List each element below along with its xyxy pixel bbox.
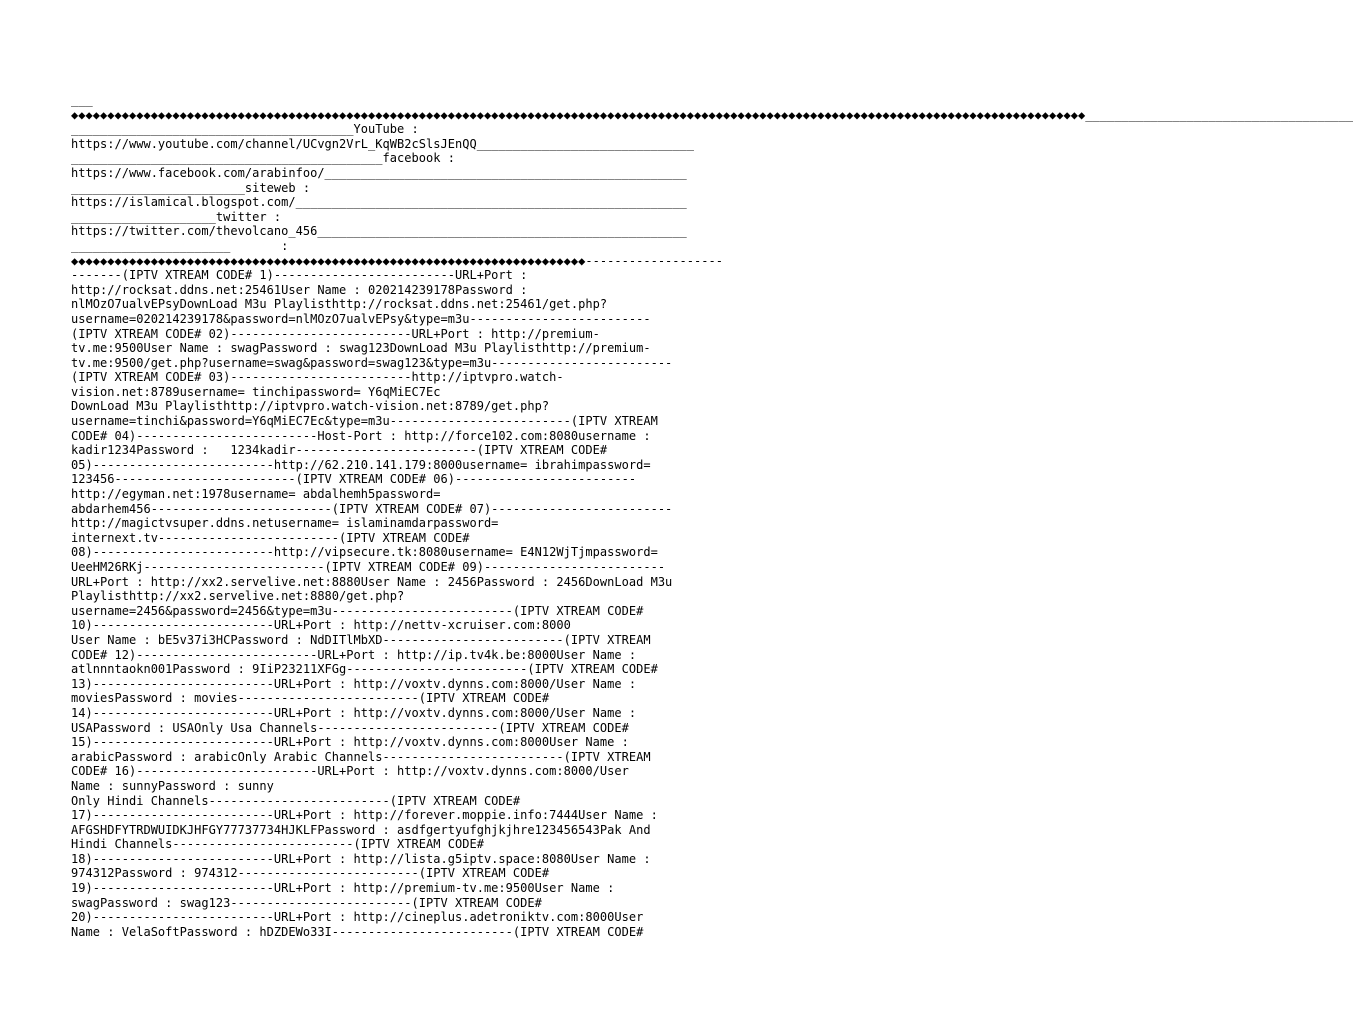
text-line: username=2456&password=2456&type=m3u-------------------------(IPTV XTREAM CODE# xyxy=(71,603,644,618)
text-line: 13)-------------------------URL+Port : http://voxtv.dynns.com:8000/User Name : xyxy=(71,676,637,691)
text-line: ___ xyxy=(71,93,93,107)
text-line: tv.me:9500/get.php?username=swag&password=swag123&type=m3u------------------------- xyxy=(71,355,673,370)
text-line: 18)-------------------------URL+Port : http://lista.g5iptv.space:8080User Name : xyxy=(71,851,651,866)
text-line: 19)-------------------------URL+Port : http://premium-tv.me:9500User Name : xyxy=(71,881,615,896)
text-line: https://islamical.blogspot.com/______________________________________________________ xyxy=(71,195,687,210)
text-line: tv.me:9500User Name : swagPassword : swag123DownLoad M3u Playlisthttp://premium- xyxy=(71,341,651,356)
text-line: nlMOzO7ualvEPsyDownLoad M3u Playlisthttp://rocksat.ddns.net:25461/get.php? xyxy=(71,297,608,312)
text-line: kadir1234Password : 1234kadir-------------------------(IPTV XTREAM CODE# xyxy=(71,443,608,458)
text-line: (IPTV XTREAM CODE# 02)-------------------------URL+Port : http://premium- xyxy=(71,326,600,341)
text-line: ______________________ : xyxy=(71,238,289,253)
text-line: _______________________________________YouTube : xyxy=(71,122,419,137)
text-line: 10)-------------------------URL+Port : http://nettv-xcruiser.com:8000 xyxy=(71,618,571,633)
text-line: ___________________________________________facebook : xyxy=(71,151,455,166)
text-line: URL+Port : http://xx2.servelive.net:8880User Name : 2456Password : 2456DownLoad M3u xyxy=(71,574,673,589)
text-line: 05)-------------------------http://62.210.141.179:8000username= ibrahimpassword= xyxy=(71,457,651,472)
text-line: CODE# 04)-------------------------Host-Port : http://force102.com:8080username : xyxy=(71,428,651,443)
text-line: -------(IPTV XTREAM CODE# 1)-------------------------URL+Port : xyxy=(71,268,528,283)
text-line: Name : sunnyPassword : sunny xyxy=(71,778,274,793)
text-line: atlnnntaokn001Password : 9IiP23211XFGg-------------------------(IPTV XTREAM CODE# xyxy=(71,662,658,677)
text-line: username=020214239178&password=nlMOzO7ualvEPsy&type=m3u------------------------- xyxy=(71,311,651,326)
text-line: 20)-------------------------URL+Port : http://cineplus.adetroniktv.com:8000User xyxy=(71,910,644,925)
text-line: User Name : bE5v37i3HCPassword : NdDITlMbXD-------------------------(IPTV XTREAM xyxy=(71,632,651,647)
text-line: internext.tv-------------------------(IPTV XTREAM CODE# xyxy=(71,530,470,545)
text-line: ________________________siteweb : xyxy=(71,180,311,195)
document-page xyxy=(71,93,1353,993)
text-line: 974312Password : 974312-------------------------(IPTV XTREAM CODE# xyxy=(71,866,550,881)
text-line: ◆◆◆◆◆◆◆◆◆◆◆◆◆◆◆◆◆◆◆◆◆◆◆◆◆◆◆◆◆◆◆◆◆◆◆◆◆◆◆◆◆◆◆◆◆◆◆◆◆◆◆◆◆◆◆◆◆◆◆◆◆◆◆◆◆◆◆◆◆◆◆------------------- xyxy=(71,253,724,268)
text-line: DownLoad M3u Playlisthttp://iptvpro.watch-vision.net:8789/get.php? xyxy=(71,399,550,414)
text-line: 17)-------------------------URL+Port : http://forever.moppie.info:7444User Name : xyxy=(71,808,658,823)
text-line: 14)-------------------------URL+Port : http://voxtv.dynns.com:8000/User Name : xyxy=(71,705,637,720)
text-line: CODE# 16)-------------------------URL+Port : http://voxtv.dynns.com:8000/User xyxy=(71,764,629,779)
text-line: (IPTV XTREAM CODE# 03)-------------------------http://iptvpro.watch- xyxy=(71,370,564,385)
text-line: CODE# 12)-------------------------URL+Port : http://ip.tv4k.be:8000User Name : xyxy=(71,647,637,662)
text-line: swagPassword : swag123-------------------------(IPTV XTREAM CODE# xyxy=(71,895,542,910)
text-line: 15)-------------------------URL+Port : http://voxtv.dynns.com:8000User Name : xyxy=(71,735,629,750)
text-line: abdarhem456-------------------------(IPTV XTREAM CODE# 07)------------------------- xyxy=(71,501,673,516)
text-line: vision.net:8789username= tinchipassword= Y6qMiEC7Ec xyxy=(71,384,441,399)
text-line: Name : VelaSoftPassword : hDZDEWo33I-------------------------(IPTV XTREAM CODE# xyxy=(71,924,644,939)
text-line: https://www.youtube.com/channel/UCvgn2VrL_KqWB2cSlsJEnQQ______________________________ xyxy=(71,136,695,151)
text-line: http://egyman.net:1978username= abdalhemh5password= xyxy=(71,487,441,502)
text-line: 08)-------------------------http://vipsecure.tk:8080username= E4N12WjTjmpassword= xyxy=(71,545,658,560)
text-line: http://magictvsuper.ddns.netusername= islaminamdarpassword= xyxy=(71,516,499,531)
text-line: 123456-------------------------(IPTV XTREAM CODE# 06)------------------------- xyxy=(71,472,637,487)
text-line: ____________________twitter : xyxy=(71,209,282,224)
text-line: Only Hindi Channels-------------------------(IPTV XTREAM CODE# xyxy=(71,793,521,808)
text-line: http://rocksat.ddns.net:25461User Name : 020214239178Password : xyxy=(71,282,528,297)
text-line: Playlisthttp://xx2.servelive.net:8880/get.php? xyxy=(71,589,405,604)
text-line: USAPassword : USAOnly Usa Channels-------------------------(IPTV XTREAM CODE# xyxy=(71,720,629,735)
text-line: arabicPassword : arabicOnly Arabic Channels-------------------------(IPTV XTREAM xyxy=(71,749,651,764)
text-line: ◆◆◆◆◆◆◆◆◆◆◆◆◆◆◆◆◆◆◆◆◆◆◆◆◆◆◆◆◆◆◆◆◆◆◆◆◆◆◆◆◆◆◆◆◆◆◆◆◆◆◆◆◆◆◆◆◆◆◆◆◆◆◆◆◆◆◆◆◆◆◆◆◆◆◆◆◆◆◆◆◆◆◆◆◆◆◆◆◆◆◆◆◆◆◆◆◆◆◆◆◆◆◆◆◆◆◆◆◆◆◆◆◆◆◆◆◆◆◆◆◆◆◆◆◆◆◆◆◆◆◆◆◆◆◆◆◆◆◆◆_____________________________________ xyxy=(71,107,1353,122)
text-line: AFGSHDFYTRDWUIDKJHFGY77737734HJKLFPassword : asdfgertyufghjkjhre123456543Pak And xyxy=(71,822,651,837)
text-line: moviesPassword : movies-------------------------(IPTV XTREAM CODE# xyxy=(71,691,550,706)
text-line: username=tinchi&password=Y6qMiEC7Ec&type=m3u-------------------------(IPTV XTREAM xyxy=(71,414,658,429)
text-line: https://www.facebook.com/arabinfoo/__________________________________________________ xyxy=(71,165,687,180)
text-line: UeeHM26RKj-------------------------(IPTV XTREAM CODE# 09)------------------------- xyxy=(71,560,666,574)
text-line: Hindi Channels-------------------------(IPTV XTREAM CODE# xyxy=(71,837,484,852)
text-line: https://twitter.com/thevolcano_456___________________________________________________ xyxy=(71,224,687,239)
